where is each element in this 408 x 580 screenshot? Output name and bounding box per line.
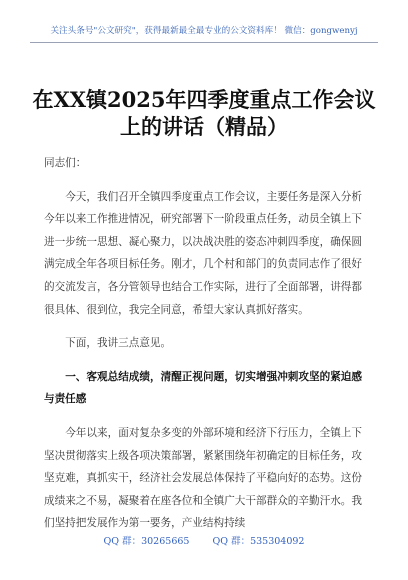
- salutation: 同志们：: [44, 157, 87, 169]
- document-title: [20, 86, 388, 140]
- section-heading-1: 一、客观总结成绩，清醒正视问题，切实增强冲刺攻坚的紧迫感与责任感: [44, 370, 362, 406]
- title-line-2: 上的讲话（精品）: [120, 114, 288, 139]
- paragraph-section-1: 今年以来，面对复杂多变的外部环境和经济下行压力，全镇上下坚决贯彻落实上级各项决策部署，紧紧围绕年初确定的目标任务，攻坚克难，真抓实干，经济社会发展总体保持了平稳向好的态势。这份成绩来之不易，凝聚着在座各位和全镇广大干部群众的辛勤汗水。我们坚持把发展作为第一要务，产业结构持续: [44, 426, 362, 530]
- paragraph-outline: 下面，我讲三点意见。: [65, 337, 172, 350]
- header-divider: [30, 42, 378, 43]
- footer-qq-group-1: QQ 群：30265665: [103, 536, 190, 547]
- footer-contacts: [0, 533, 408, 547]
- footer-qq-group-2: QQ 群：535304092: [212, 536, 305, 547]
- title-line-1: 在XX镇2025年四季度重点工作会议: [32, 87, 376, 112]
- header-banner: 关注头条号"公文研究"，获得最新最全最专业的公文资料库！ 微信：gongwenyj: [50, 26, 358, 36]
- paragraph-opening: 今天，我们召开全镇四季度重点工作会议，主要任务是深入分析今年以来工作推进情况，研究部署下一阶段重点任务，动员全镇上下进一步统一思想、凝心聚力，以决战决胜的姿态冲刺四季度，确保圆满完成全年各项目标任务。刚才，几个村和部门的负责同志作了很好的交流发言，各分管领导也结合工作实际，进行了全面部署，讲得都很具体、很到位，我完全同意，希望大家认真抓好落实。: [44, 190, 362, 316]
- document-body: [44, 152, 362, 535]
